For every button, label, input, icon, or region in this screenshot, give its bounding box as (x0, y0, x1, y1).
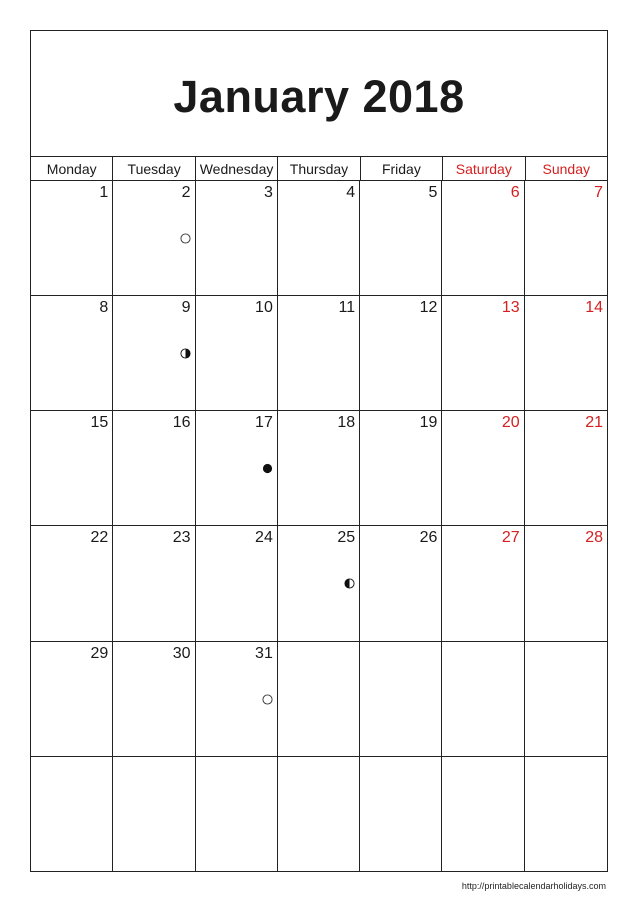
day-number: 13 (501, 299, 520, 317)
day-number: 5 (428, 184, 438, 201)
day-cell (278, 757, 360, 872)
day-cell (360, 526, 442, 641)
day-cell (525, 757, 607, 872)
day-cell (278, 642, 360, 757)
calendar-frame (30, 30, 608, 872)
first-quarter-moon-icon (180, 346, 191, 357)
day-number: 1 (99, 184, 109, 201)
day-cell (31, 642, 113, 757)
day-number: 21 (585, 414, 603, 432)
day-cell (442, 296, 524, 411)
day-cell (360, 411, 442, 526)
day-number: 30 (172, 644, 191, 662)
day-cell (525, 296, 607, 411)
weekday-thursday: Thursday (278, 157, 360, 180)
weekday-monday: Monday (31, 157, 113, 180)
weekday-saturday: Saturday (443, 157, 525, 180)
calendar-grid (31, 181, 607, 872)
day-cell (196, 642, 278, 757)
calendar-title: January 2018 (173, 70, 465, 122)
full-moon-icon (262, 461, 273, 472)
weekday-sunday: Sunday (542, 161, 590, 177)
day-cell (196, 526, 278, 641)
day-number: 12 (419, 299, 438, 317)
day-cell (31, 296, 113, 411)
day-number: 19 (419, 414, 438, 432)
day-cell (31, 757, 113, 872)
day-cell (360, 296, 442, 411)
day-number: 27 (501, 529, 520, 547)
weekday-friday: Friday (361, 157, 443, 180)
day-cell (525, 526, 607, 641)
day-cell (360, 642, 442, 757)
day-cell (113, 296, 195, 411)
day-cell (113, 181, 195, 296)
day-cell (113, 526, 195, 641)
day-cell (113, 642, 195, 757)
day-cell (113, 757, 195, 872)
day-cell (525, 181, 607, 296)
day-number: 25 (337, 529, 356, 547)
day-cell (113, 411, 195, 526)
day-number: 26 (419, 529, 438, 547)
day-cell (442, 526, 524, 641)
day-cell (31, 411, 113, 526)
day-number: 31 (255, 644, 273, 662)
weekday-wednesday: Wednesday (196, 157, 278, 180)
day-number: 29 (90, 644, 109, 662)
day-cell (360, 757, 442, 872)
day-number: 8 (99, 299, 109, 317)
day-cell (278, 296, 360, 411)
day-cell (31, 526, 113, 641)
day-cell (278, 526, 360, 641)
day-cell (525, 642, 607, 757)
day-number: 15 (90, 414, 109, 432)
day-number: 2 (181, 184, 191, 201)
day-number: 18 (337, 414, 356, 432)
day-cell (31, 181, 113, 296)
day-cell (196, 181, 278, 296)
day-cell (360, 181, 442, 296)
day-cell (442, 757, 524, 872)
day-number: 23 (172, 529, 191, 547)
day-cell (525, 411, 607, 526)
day-cell (278, 411, 360, 526)
day-cell (442, 411, 524, 526)
weekday-tuesday: Tuesday (113, 157, 195, 180)
day-cell (196, 411, 278, 526)
day-number: 28 (585, 529, 603, 547)
title-box (31, 31, 607, 157)
new-moon-icon (180, 231, 191, 242)
new-moon-icon (262, 692, 273, 703)
day-number: 20 (501, 414, 520, 432)
footer-url: http://printablecalendarholidays.com (461, 881, 606, 891)
day-cell (278, 181, 360, 296)
day-number: 3 (263, 184, 273, 201)
day-cell (196, 757, 278, 872)
day-number: 11 (338, 299, 356, 317)
day-number: 14 (585, 299, 603, 317)
day-cell (442, 642, 524, 757)
day-number: 16 (172, 414, 191, 432)
day-cell (442, 181, 524, 296)
day-number: 24 (255, 529, 273, 547)
day-number: 6 (510, 184, 520, 201)
day-cell (196, 296, 278, 411)
weekday-header-row (31, 157, 607, 181)
day-number: 4 (346, 184, 356, 201)
day-number: 9 (181, 299, 191, 317)
day-number: 17 (255, 414, 273, 432)
last-quarter-moon-icon (344, 576, 355, 587)
day-number: 7 (594, 184, 603, 201)
day-number: 22 (90, 529, 109, 547)
day-number: 10 (255, 299, 273, 317)
